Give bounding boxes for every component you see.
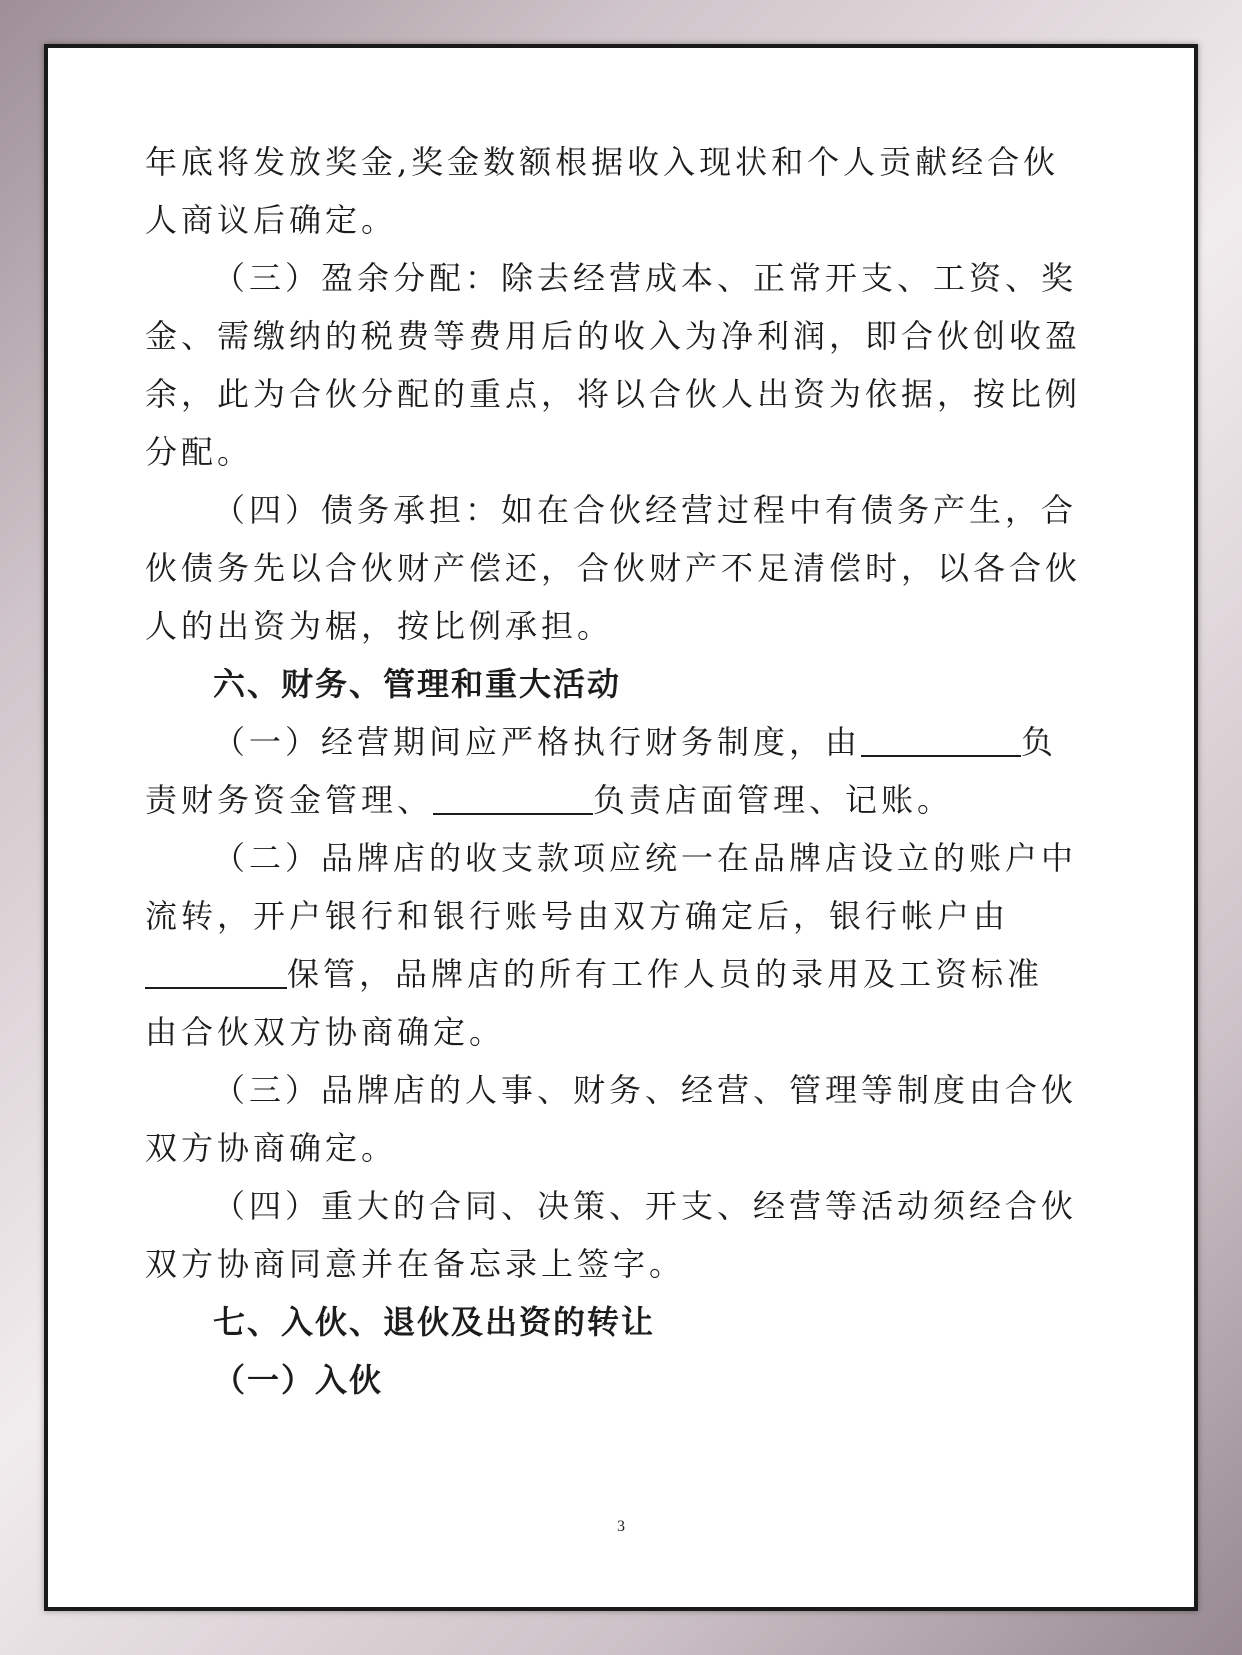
section-heading: 六、财务、管理和重大活动 <box>213 665 622 703</box>
body-line: （四）债务承担：如在合伙经营过程中有债务产生，合 <box>213 491 1078 529</box>
body-line: 余，此为合伙分配的重点，将以合伙人出资为依据，按比例 <box>145 375 1082 413</box>
body-line-with-blank <box>145 778 953 822</box>
body-line: 人商议后确定。 <box>145 201 398 239</box>
body-line: （三）盈余分配：除去经营成本、正常开支、工资、奖 <box>213 259 1078 297</box>
body-line-with-blank <box>145 952 1043 996</box>
body-line: 伙债务先以合伙财产偿还，合伙财产不足清偿时，以各合伙 <box>145 549 1082 587</box>
section-heading: 七、入伙、退伙及出资的转让 <box>213 1303 656 1341</box>
body-line: （四）重大的合同、决策、开支、经营等活动须经合伙 <box>213 1187 1078 1225</box>
body-line: （二）品牌店的收支款项应统一在品牌店设立的账户中 <box>213 839 1078 877</box>
body-line: 双方协商确定。 <box>145 1129 398 1167</box>
fill-in-blank <box>145 957 287 989</box>
body-text: 责财务资金管理、 <box>145 781 434 819</box>
body-text: 负责店面管理、记账。 <box>593 781 954 819</box>
body-line: 金、需缴纳的税费等费用后的收入为净利润，即合伙创收盈 <box>145 317 1082 355</box>
body-line: 双方协商同意并在备忘录上签字。 <box>145 1245 686 1283</box>
subsection-heading: （一）入伙 <box>213 1361 384 1399</box>
body-line: （三）品牌店的人事、财务、经营、管理等制度由合伙 <box>213 1071 1078 1109</box>
body-line: 年底将发放奖金,奖金数额根据收入现状和个人贡献经合伙 <box>145 143 1060 181</box>
body-text: 负 <box>1021 723 1058 761</box>
body-line-with-blank <box>213 720 1057 764</box>
fill-in-blank <box>861 725 1021 757</box>
body-line: 分配。 <box>145 433 254 471</box>
page-number: 3 <box>617 1518 625 1535</box>
body-text: （一）经营期间应严格执行财务制度，由 <box>213 723 862 761</box>
body-text: 保管，品牌店的所有工作人员的录用及工资标准 <box>287 955 1044 993</box>
body-line: 人的出资为椐，按比例承担。 <box>145 607 614 645</box>
body-line: 由合伙双方协商确定。 <box>145 1013 506 1051</box>
fill-in-blank <box>433 783 593 815</box>
body-line: 流转，开户银行和银行账号由双方确定后，银行帐户由 <box>145 897 1010 935</box>
